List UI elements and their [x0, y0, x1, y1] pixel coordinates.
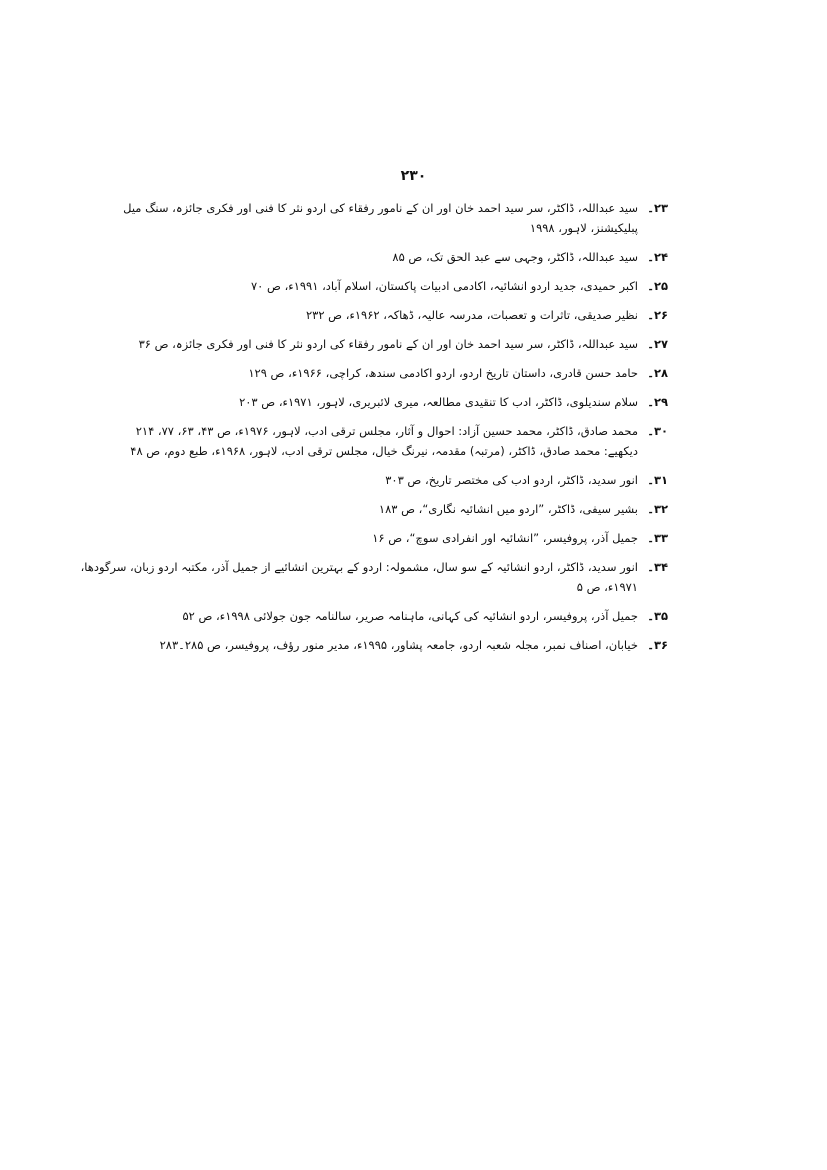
- reference-line: اکبر حمیدی، جدید اردو انشائیہ، اکادمی ادبیات پاکستان، اسلام آباد، ۱۹۹۱ء، ص ۷۰: [251, 279, 638, 293]
- reference-line: سید عبداللہ، ڈاکٹر، وجہی سے عبد الحق تک، ص ۸۵: [392, 250, 638, 264]
- reference-line: سلام سندیلوی، ڈاکٹر، ادب کا تنقیدی مطالعہ، میری لائبریری، لاہور، ۱۹۷۱ء، ص ۲۰۳: [239, 395, 638, 409]
- reference-line: دیکھیے: محمد صادق، ڈاکٹر، (مرتبہ) مقدمہ، نیرنگ خیال، مجلس ترقی ادب، لاہور، ۱۹۶۸ء، طبع دوم، ص ۴۸: [130, 444, 638, 458]
- reference-entry: [158, 635, 668, 655]
- reference-entry: [158, 392, 668, 412]
- reference-number: ۳۵۔: [647, 609, 668, 623]
- reference-entry: [158, 606, 668, 626]
- reference-number: ۳۶۔: [647, 638, 668, 652]
- reference-number: ۳۳۔: [647, 531, 668, 545]
- reference-line: جمیل آذر، پروفیسر، اردو انشائیہ کی کہانی، ماہنامہ صریر، سالنامہ جون جولائی ۱۹۹۸ء، ص ۵۲: [182, 609, 638, 623]
- reference-entry: [158, 305, 668, 325]
- reference-text: [158, 606, 638, 626]
- reference-number: ۲۸۔: [647, 366, 668, 380]
- reference-line: بشیر سیفی، ڈاکٹر، ”اردو میں انشائیہ نگاری“، ص ۱۸۳: [378, 502, 638, 516]
- reference-line: سید عبداللہ، ڈاکٹر، سر سید احمد خان اور ان کے نامور رفقاء کی اردو نثر کا فنی اور فکری جائزہ، سنگ میل: [123, 201, 638, 215]
- reference-line: جمیل آذر، پروفیسر، ”انشائیہ اور انفرادی سوچ“، ص ۱۶: [372, 531, 638, 545]
- reference-line: حامد حسن قادری، داستان تاریخ اردو، اردو اکادمی سندھ، کراچی، ۱۹۶۶ء، ص ۱۲۹: [248, 366, 638, 380]
- reference-entry: [158, 528, 668, 548]
- reference-entry: [138, 334, 668, 354]
- reference-line: محمد صادق، ڈاکٹر، محمد حسین آزاد: احوال و آثار، مجلس ترقی ادب، لاہور، ۱۹۷۶ء، ص ۴۳، ۶۳، ۷۷، ۲۱۴: [135, 424, 638, 438]
- reference-text: [158, 499, 638, 519]
- reference-entry: [130, 421, 668, 461]
- reference-entry: [123, 198, 668, 238]
- reference-line: انور سدید، ڈاکٹر، اردو ادب کی مختصر تاریخ، ص ۳۰۳: [385, 473, 638, 487]
- reference-entry: [158, 470, 668, 490]
- reference-number: ۲۶۔: [647, 308, 668, 322]
- reference-text: [158, 392, 638, 412]
- reference-text: [158, 305, 638, 325]
- page-number: ۲۳۰: [400, 168, 427, 184]
- references-list: [80, 198, 668, 664]
- reference-text: [81, 557, 638, 597]
- reference-number: ۳۰۔: [647, 424, 668, 438]
- reference-number: ۳۴۔: [647, 560, 668, 574]
- reference-text: [158, 247, 638, 267]
- reference-text: [158, 635, 638, 655]
- reference-number: ۲۷۔: [647, 337, 668, 351]
- reference-text: [130, 421, 638, 461]
- reference-text: [123, 198, 638, 238]
- reference-text: [158, 470, 638, 490]
- reference-number: ۲۵۔: [647, 279, 668, 293]
- reference-line: ۱۹۷۱ء، ص ۵: [576, 580, 638, 594]
- reference-line: انور سدید، ڈاکٹر، اردو انشائیہ کے سو سال، مشمولہ: اردو کے بہترین انشائیے از جمیل آذر، مکتبہ اردو زبان، سرگودھا،: [80, 560, 638, 574]
- reference-text: [158, 528, 638, 548]
- reference-line: نظیر صدیقی، تاثرات و تعصبات، مدرسہ عالیہ، ڈھاکہ، ۱۹۶۲ء، ص ۲۳۲: [306, 308, 638, 322]
- reference-text: [139, 334, 638, 354]
- reference-entry: [158, 499, 668, 519]
- reference-number: ۳۱۔: [647, 473, 668, 487]
- reference-entry: [158, 276, 668, 296]
- reference-text: [158, 363, 638, 383]
- reference-number: ۲۹۔: [647, 395, 668, 409]
- reference-text: [158, 276, 638, 296]
- reference-entry: [80, 557, 668, 597]
- reference-number: ۲۳۔: [647, 201, 668, 215]
- reference-number: ۲۴۔: [647, 250, 668, 264]
- reference-number: ۳۲۔: [647, 502, 668, 516]
- reference-line: خیابان، اصناف نمبر، مجلہ شعبہ اردو، جامعہ پشاور، ۱۹۹۵ء، مدیر منور رؤف، پروفیسر، ص ۲۸۵۔۲۸۳: [159, 638, 638, 652]
- reference-line: سید عبداللہ، ڈاکٹر، سر سید احمد خان اور ان کے نامور رفقاء کی اردو نثر کا فنی اور فکری جائزہ، ص ۳۶: [138, 337, 638, 351]
- reference-entry: [158, 363, 668, 383]
- reference-line: پبلیکیشنز، لاہور، ۱۹۹۸: [529, 221, 638, 235]
- reference-entry: [158, 247, 668, 267]
